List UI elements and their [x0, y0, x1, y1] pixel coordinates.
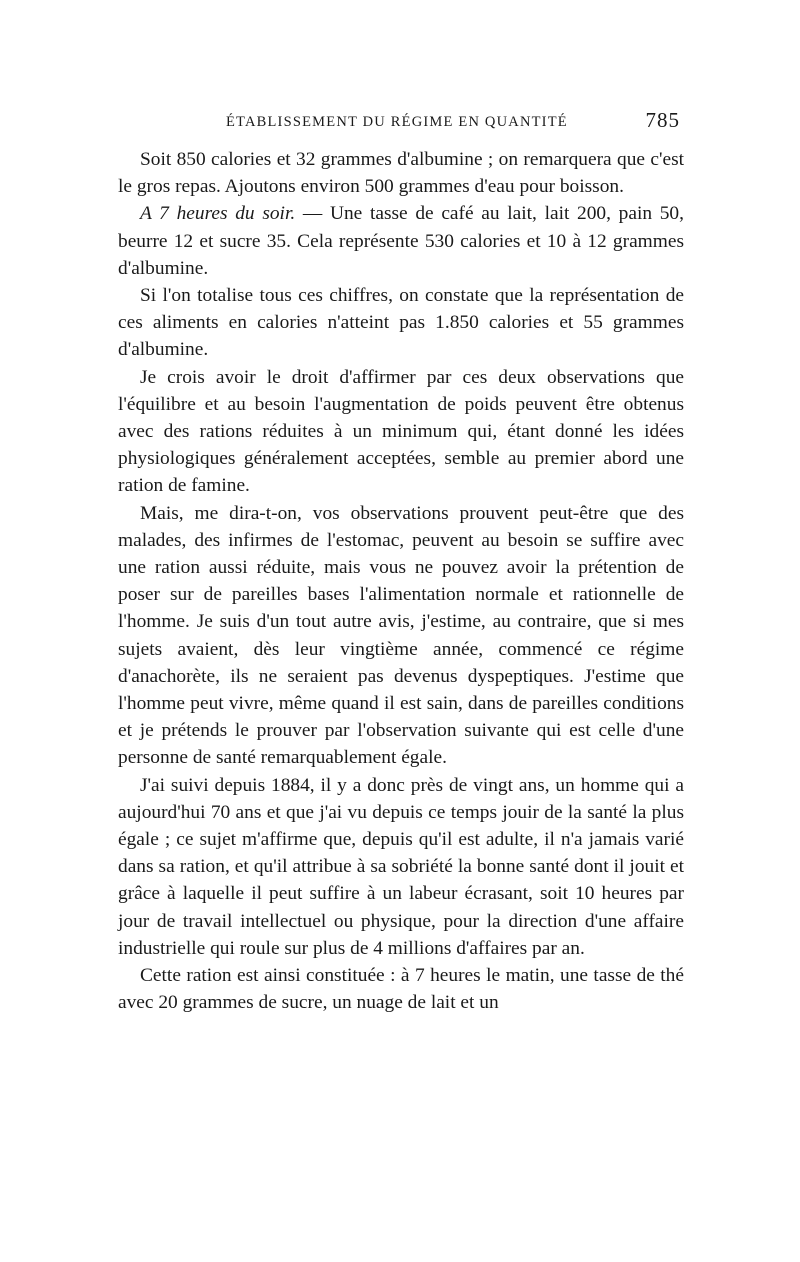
running-title: ÉTABLISSEMENT DU RÉGIME EN QUANTITÉ — [226, 114, 568, 130]
paragraph — [118, 200, 684, 282]
paragraph-text: Soit 850 calories et 32 grammes d'albumine ; on remarquera que c'est le gros repas. Ajoutons environ 500 grammes d'eau pour boisson. — [118, 149, 684, 198]
paragraph-text: J'ai suivi depuis 1884, il y a donc près de vingt ans, un homme qui a aujourd'hui 70 ans et que j'ai vu depuis ce temps jouir de la santé la plus égale ; ce sujet m'affirme que, depuis qu'il est adulte, il n'a jamais varié dans sa ration, et qu'il attribue à sa sobriété la bonne santé dont il jouit et grâce à laquelle il peut suffire à un labeur écrasant, soit 10 heures par jour de travail intellectuel ou physique, pour la direction d'une affaire industrielle qui roule sur plus de 4 millions d'affaires par an. — [118, 774, 684, 959]
paragraph — [118, 962, 684, 1016]
running-head — [118, 104, 684, 138]
book-page — [118, 104, 684, 1017]
paragraph — [118, 364, 684, 500]
paragraph-text: Cette ration est ainsi constituée : à 7 heures le matin, une tasse de thé avec 20 grammes de sucre, un nuage de lait et un — [118, 965, 684, 1014]
paragraph-text: — Une tasse de café au lait, lait 200, pain 50, beurre 12 et sucre 35. Cela représente 530 calories et 10 à 12 grammes d'albumine. — [118, 203, 684, 279]
paragraph — [118, 772, 684, 962]
paragraph — [118, 500, 684, 772]
paragraph-text: Je crois avoir le droit d'affirmer par ces deux observations que l'équilibre et au besoin l'augmentation de poids peuvent être obtenus avec des rations réduites à un minimum qui, étant donné les idées physiologiques généralement acceptées, semble au premier abord une ration de famine. — [118, 366, 684, 497]
paragraph-text: Mais, me dira-t-on, vos observations prouvent peut-être que des malades, des infirmes de l'estomac, peuvent au besoin se suffire avec une ration aussi réduite, mais vous ne pouvez avoir la prétention de poser sur de pareilles bases l'alimentation normale et rationnelle de l'homme. Je suis d'un tout autre avis, j'estime, au contraire, que si mes sujets avaient, dès leur vingtième année, commencé ce régime d'anachorète, ils ne seraient pas devenus dyspeptiques. J'estime que l'homme peut vivre, même quand il est sain, dans de pareilles conditions et je prétends le prouver par l'observation suivante qui est celle d'une personne de santé remarquablement égale. — [118, 502, 684, 769]
page-number: 785 — [645, 108, 680, 132]
body-text — [118, 146, 684, 1017]
paragraph — [118, 282, 684, 364]
paragraph-text: Si l'on totalise tous ces chiffres, on constate que la représentation de ces aliments en calories n'atteint pas 1.850 calories et 55 grammes d'albumine. — [118, 285, 684, 361]
time-heading: A 7 heures du soir. — [140, 203, 296, 225]
paragraph — [118, 146, 684, 200]
